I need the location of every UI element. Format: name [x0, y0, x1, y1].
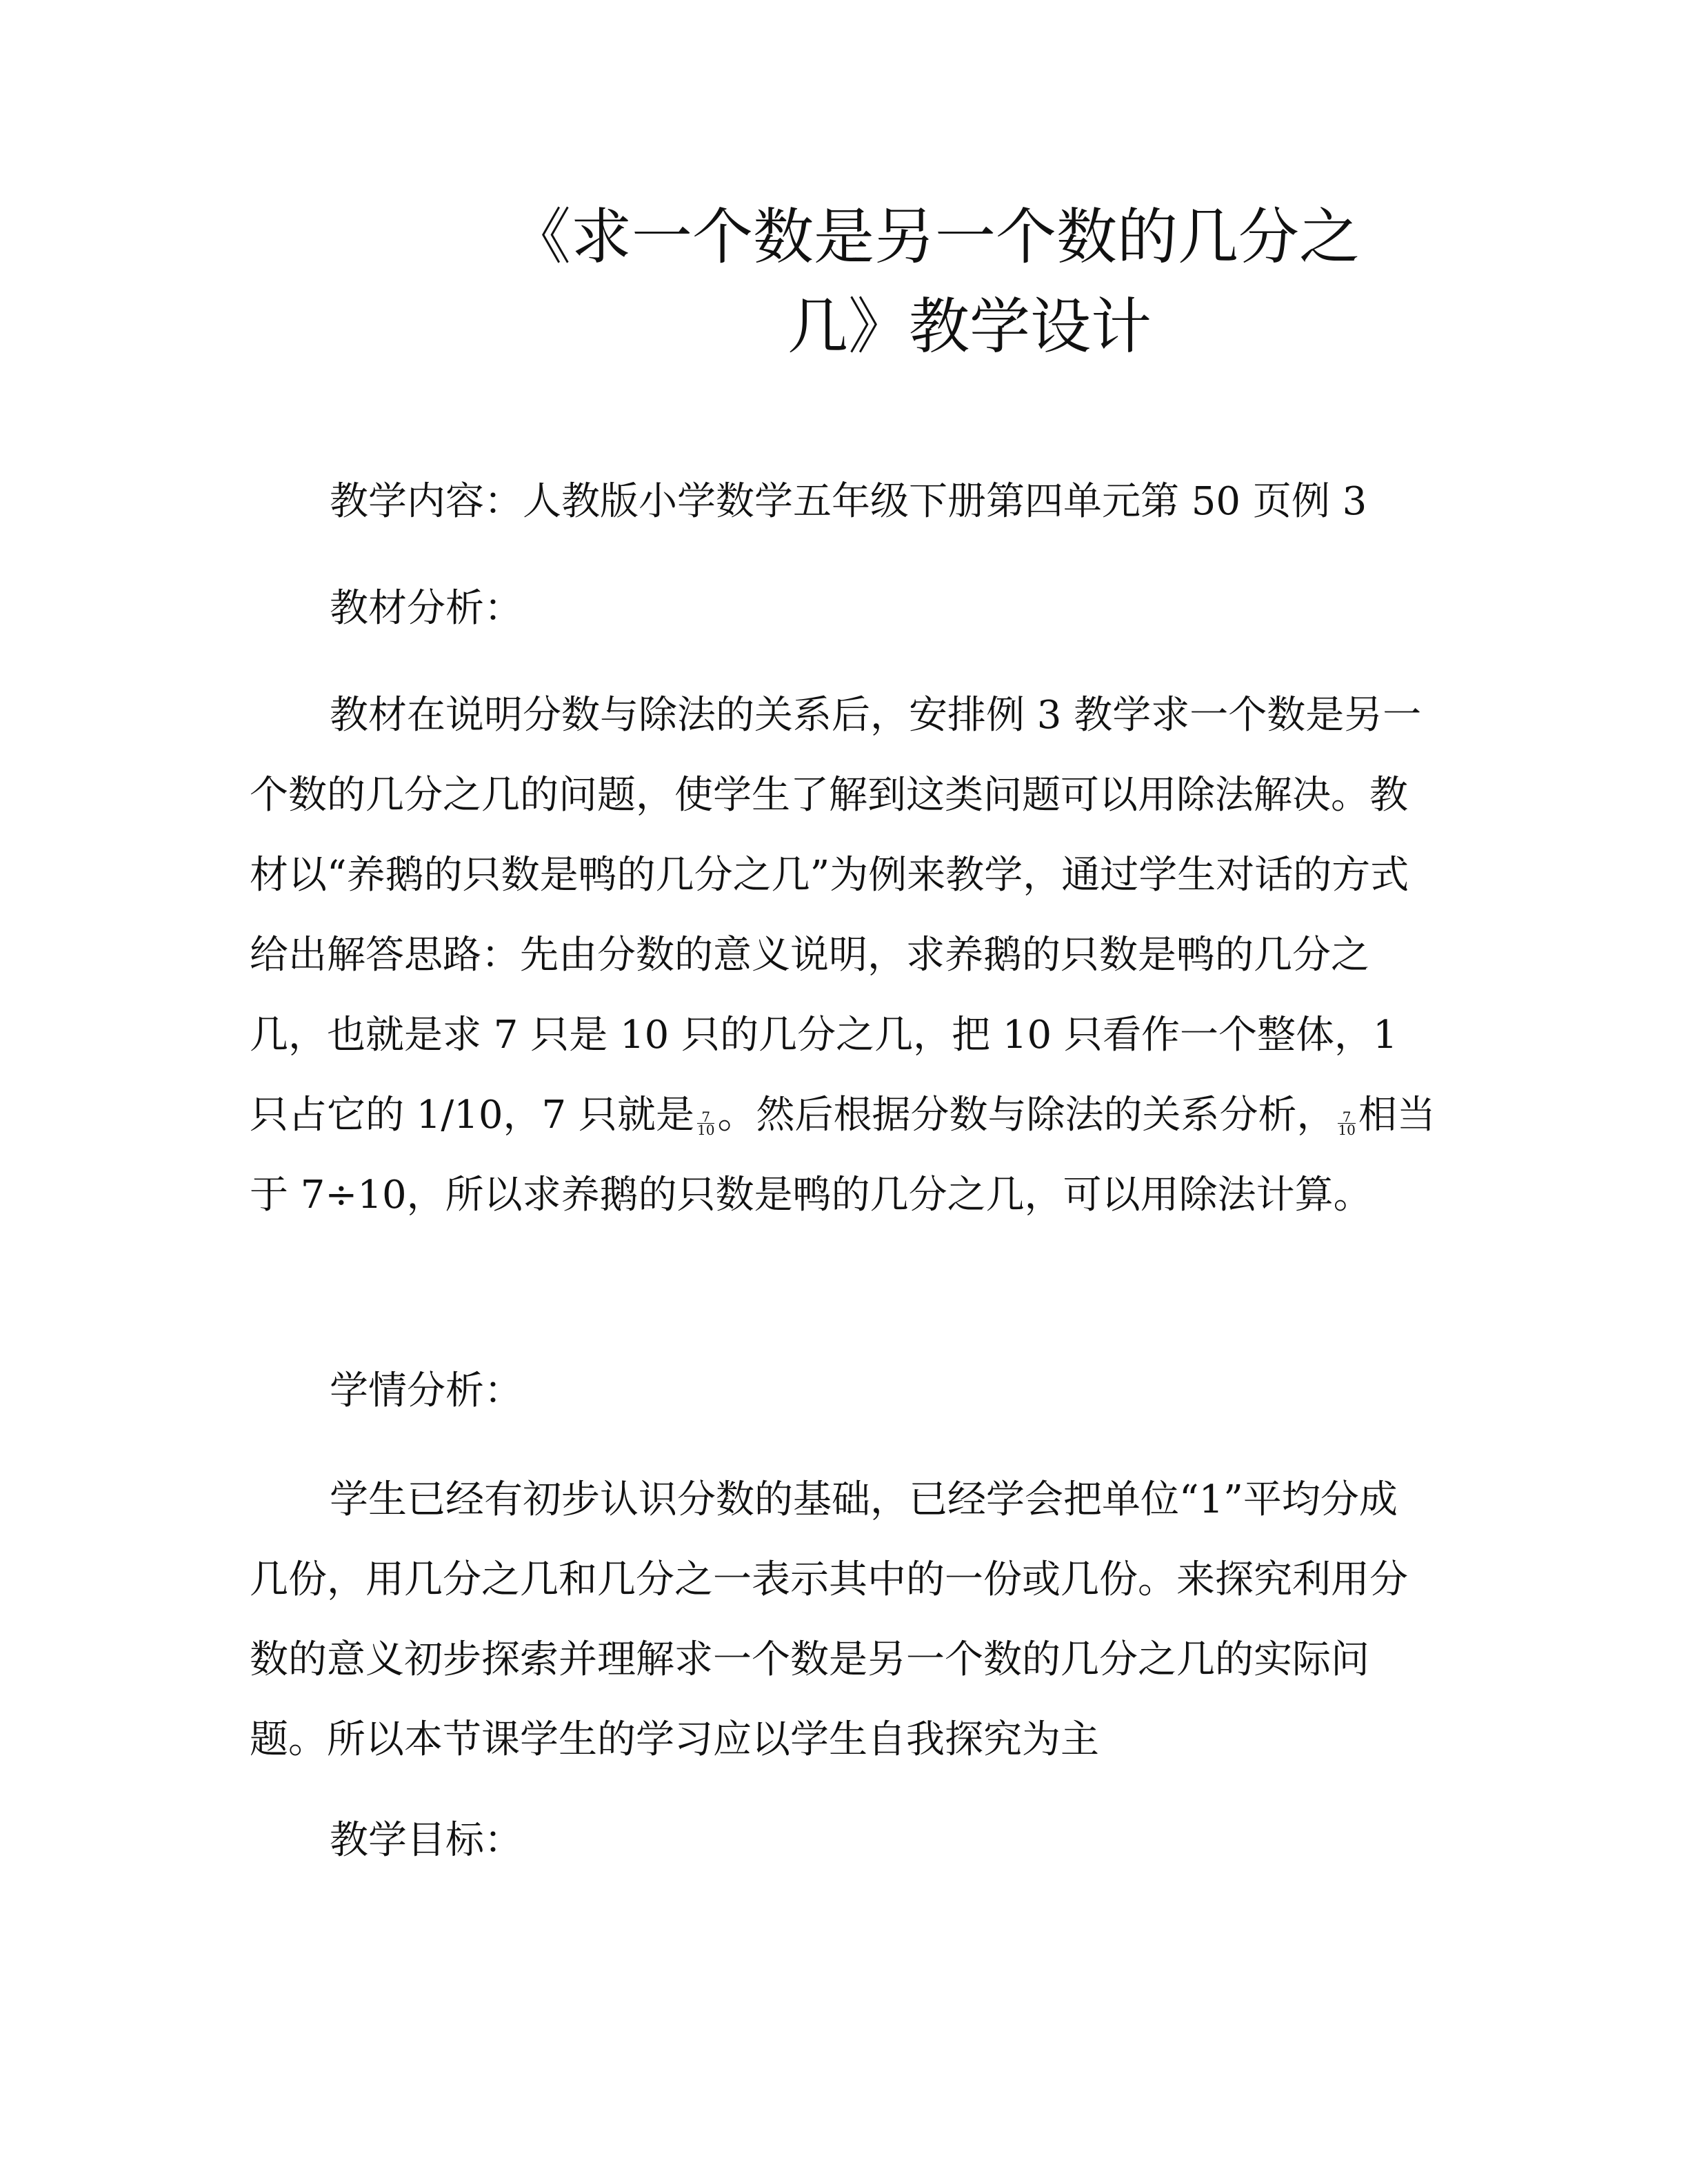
fraction-numerator: 7	[697, 1111, 714, 1124]
fraction-denominator: 10	[696, 1122, 715, 1138]
textbook-analysis-text-c: 相当于 7÷10，所以求养鹅的只数是鸭的几分之几，可以用除法计算。	[250, 1093, 1436, 1217]
fraction-denominator: 10	[1338, 1122, 1356, 1138]
fraction-seven-tenths	[1338, 1111, 1355, 1136]
textbook-analysis-text-b: 。然后根据分数与除法的关系分析，	[717, 1093, 1336, 1138]
teaching-objectives-heading: 教学目标：	[330, 1818, 523, 1863]
textbook-analysis-text-a: 教材在说明分数与除法的关系后，安排例 3 教学求一个数是另一个数的几分之几的问题，使学生了解到这类问题可以用除法解决。教材以“养鹅的只数是鸭的几分之几”为例来教学，通过学生对话的方式给出解答思路：先由分数的意义说明，求养鹅的只数是鸭的几分之几，也就是求 7 只是 10 只的几分之几，把 10 只看作一个整体，1 只占它的 1/10，7 只就是	[250, 693, 1422, 1138]
textbook-analysis-heading: 教材分析：	[330, 586, 523, 631]
fraction-seven-tenths	[697, 1111, 714, 1136]
fraction-numerator: 7	[1338, 1111, 1355, 1124]
textbook-analysis-paragraph	[250, 676, 1436, 1235]
document-title-line-1: 《求一个数是另一个数的几分之	[510, 201, 1360, 272]
teaching-content-label: 教学内容：人教版小学数学五年级下册第四单元第 50 页例 3	[330, 479, 1367, 524]
student-analysis-paragraph: 学生已经有初步认识分数的基础，已经学会把单位“1”平均分成几份，用几分之几和几分之一表示其中的一份或几份。来探究利用分数的意义初步探索并理解求一个数是另一个数的几分之几的实际问题。所以本节课学生的学习应以学生自我探究为主	[250, 1477, 1408, 1762]
student-analysis-heading: 学情分析：	[330, 1368, 523, 1413]
document-title-line-2: 几》教学设计	[787, 291, 1152, 362]
